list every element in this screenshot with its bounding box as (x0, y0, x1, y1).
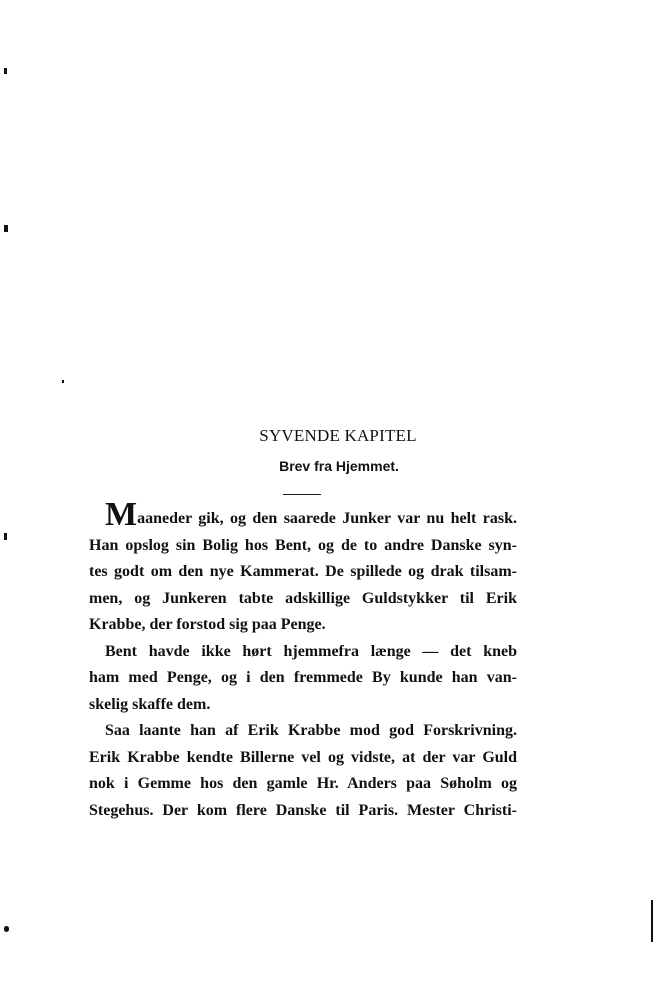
drop-cap: M (105, 496, 138, 533)
paragraph-line: Stegehus. Der kom flere Danske til Paris. Mester Christi- (89, 801, 517, 819)
paragraph-line: Han opslog sin Bolig hos Bent, og de to andre Danske syn- (89, 536, 517, 554)
paragraph-line: Maaneder gik, og den saarede Junker var nu helt rask. (105, 496, 517, 533)
paragraph-line: nok i Gemme hos den gamle Hr. Anders paa Søholm og (89, 775, 517, 792)
paragraph-line: ham med Penge, og i den fremmede By kunde han van- (89, 669, 517, 686)
paragraph-line: Saa laante han af Erik Krabbe mod god Forskrivning. (105, 722, 517, 739)
scan-mark (4, 533, 7, 540)
scan-mark (4, 926, 9, 932)
scan-mark (4, 68, 7, 74)
scan-mark (62, 380, 64, 383)
chapter-title: SYVENDE KAPITEL (259, 426, 417, 445)
paragraph-line: Bent havde ikke hørt hjemmefra længe — det kneb (105, 642, 517, 660)
paragraph-line: Erik Krabbe kendte Billerne vel og vidste, at der var Guld (89, 748, 517, 766)
paragraph-line: Krabbe, der forstod sig paa Penge. (89, 616, 326, 633)
chapter-subtitle: Brev fra Hjemmet. (279, 458, 399, 474)
chapter-body (89, 496, 517, 824)
paragraph-line: tes godt om den nye Kammerat. De spillede og drak tilsam- (89, 563, 517, 580)
scan-mark (4, 225, 8, 232)
paragraph-line: men, og Junkeren tabte adskillige Guldstykker til Erik (89, 589, 517, 607)
scan-mark (651, 900, 653, 942)
title-rule (283, 494, 321, 495)
paragraph-line: skelig skaffe dem. (89, 695, 211, 713)
